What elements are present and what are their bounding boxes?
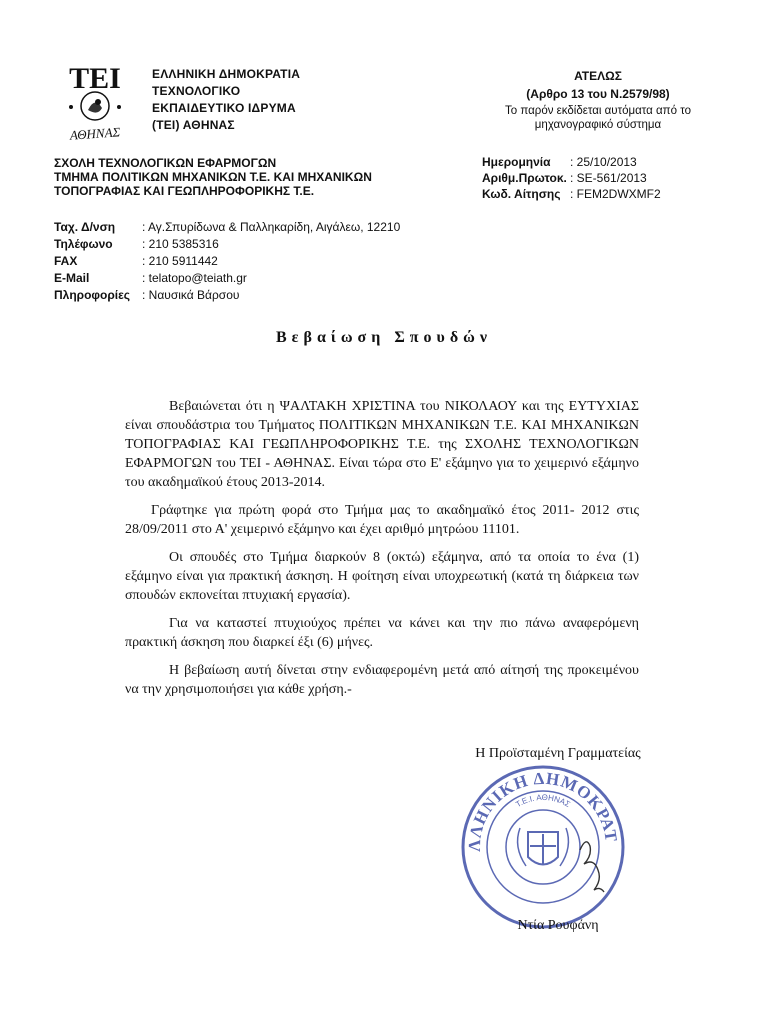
seal-svg [458,762,628,932]
auto-issued-note: Το παρόν εκδίδεται αυτόματα από το [505,105,691,117]
department-name: ΤΟΠΟΓΡΑΦΙΑΣ ΚΑΙ ΓΕΩΠΛΗΡΟΦΟΡΙΚΗΣ Τ.Ε. [54,184,315,198]
org-line: (ΤΕΙ) ΑΘΗΝΑΣ [152,118,235,132]
org-line: ΕΚΠΑΙΔΕΥΤΙΚΟ ΙΔΡΥΜΑ [152,101,296,115]
meta-label: Κωδ. Αίτησης [482,187,561,201]
contact-label: Πληροφορίες [54,288,131,302]
document-title: Βεβαίωση Σπουδών [276,329,492,346]
tei-emblem [52,58,138,144]
seal-outer-text: ΛΛΗΝΙΚΗ ΔΗΜΟΚΡΑΤ [464,768,622,852]
department-name: ΤΜΗΜΑ ΠΟΛΙΤΙΚΩΝ ΜΗΧΑΝΙΚΩΝ Τ.Ε. ΚΑΙ ΜΗΧΑΝΙΚΩΝ [54,170,372,184]
seal-inner-text: Τ.Ε.Ι. ΑΘΗΝΑΣ [514,792,572,810]
contact-value: : Ναυσικά Βάρσου [142,288,240,302]
contact-value: : 210 5911442 [142,254,218,268]
meta-value: : 25/10/2013 [570,155,637,169]
logo-text-bottom: ΑΘΗΝΑΣ [69,124,121,143]
contact-info [54,219,474,304]
logo-text-top: ΤΕΙ [69,62,121,95]
contact-label: FAX [54,254,78,268]
auto-issued-note: μηχανογραφικό σύστημα [534,119,662,131]
school-department [54,156,454,198]
meta-value: : SE-561/2013 [570,171,647,185]
contact-row-email [54,270,474,287]
contact-value: : Αγ.Σπυρίδωνα & Παλληκαρίδη, Αιγάλεω, 12210 [142,220,401,234]
paragraph-graduation: Για να καταστεί πτυχιούχος πρέπει να κάνει και την πιο πάνω αναφερόμενη πρακτική άσκηση που διαρκεί έξι (6) μήνες. [125,616,639,650]
contact-value: : 210 5385316 [142,237,219,251]
org-line: ΕΛΛΗΝΙΚΗ ΔΗΜΟΚΡΑΤΙΑ [152,67,301,81]
contact-row-phone [54,236,474,253]
signatory-role: Η Προϊσταμένη Γραμματείας [475,746,641,761]
tei-logo [52,58,138,144]
paragraph-purpose: Η βεβαίωση αυτή δίνεται στην ενδιαφερομένη μετά από αίτησή της προκειμένου να την χρησιμοποιήσει για κάθε χρήση.- [125,663,639,697]
document-meta [482,154,722,202]
official-seal [458,762,628,932]
contact-label: Ταχ. Δ/νση [54,220,116,234]
law-reference: (Αρθρο 13 του Ν.2579/98) [526,87,670,101]
meta-label: Ημερομηνία [482,155,551,169]
tax-exempt-title: ΑΤΕΛΩΣ [574,69,622,83]
organization-name [152,66,392,134]
paragraph-duration: Οι σπουδές στο Τμήμα διαρκούν 8 (οκτώ) εξάμηνα, από τα οποία το ένα (1) εξάμηνο είναι για πρακτική άσκηση. Η φοίτηση είναι υποχρεωτική (κατά τη διάρκεια των σπουδών εκπονείται πτυχιακή εργασία). [125,550,639,603]
school-name: ΣΧΟΛΗ ΤΕΧΝΟΛΟΓΙΚΩΝ ΕΦΑΡΜΟΓΩΝ [54,156,277,170]
meta-row-date [482,154,722,170]
contact-value: : telatopo@teiath.gr [142,271,247,285]
signatory-name: Ντία Ρουφάνη [517,918,599,933]
svg-text:ΕΛΛΗΝΙΚΗ ΔΗΜΟΚΡΑΤΙΑ [458,762,621,852]
meta-row-application-code [482,186,722,202]
certificate-body [125,397,639,699]
contact-label: E-Mail [54,271,90,285]
org-line: ΤΕΧΝΟΛΟΓΙΚΟ [152,84,241,98]
meta-label: Αριθμ.Πρωτοκ. [482,171,567,185]
contact-label: Τηλέφωνο [54,237,113,251]
contact-row-info [54,287,474,304]
contact-row-address [54,219,474,236]
paragraph-enrollment: Γράφτηκε για πρώτη φορά στο Τμήμα μας το ακαδημαϊκό έτος 2011- 2012 στις 28/09/2011 στο Α' χειμερινό εξάμηνο και έχει αριθμό μητρώου 11101. [125,503,639,537]
meta-row-protocol [482,170,722,186]
contact-row-fax [54,253,474,270]
tax-exempt-note [480,68,716,132]
meta-value: : FEM2DWXMF2 [570,187,661,201]
paragraph-student: Βεβαιώνεται ότι η ΨΑΛΤΑΚΗ ΧΡΙΣΤΙΝΑ του ΝΙΚΟΛΑΟΥ και της ΕΥΤΥΧΙΑΣ είναι σπουδάστρια του Τμήματος ΠΟΛΙΤΙΚΩΝ ΜΗΧΑΝΙΚΩΝ Τ.Ε. ΚΑΙ ΜΗΧΑΝΙΚΩΝ ΤΟΠΟΓΡΑΦΙΑΣ ΚΑΙ ΓΕΩΠΛΗΡΟΦΟΡΙΚΗΣ Τ.Ε. της ΣΧΟΛΗΣ ΤΕΧΝΟΛΟΓΙΚΩΝ ΕΦΑΡΜΟΓΩΝ του ΤΕΙ - ΑΘΗΝΑΣ. Είναι τώρα στο Ε' εξάμηνο για το χειμερινό εξάμηνο του ακαδημαϊκού έτους 2013-2014. [125,399,639,490]
